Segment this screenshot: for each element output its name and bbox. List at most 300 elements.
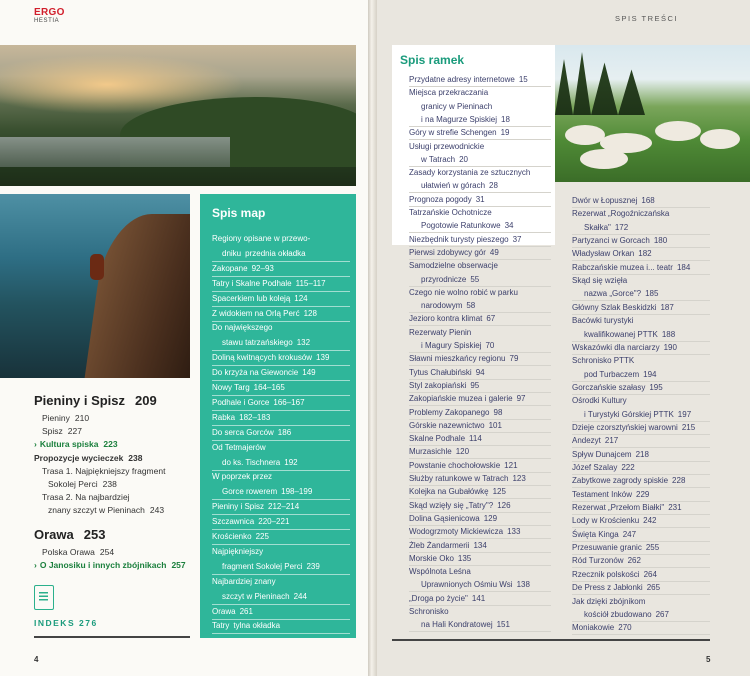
frame-separator bbox=[572, 634, 710, 635]
frame-separator bbox=[572, 554, 710, 555]
frame-list-item[interactable] bbox=[409, 567, 475, 576]
frame-item-page: 121 bbox=[504, 460, 518, 470]
frame-separator bbox=[409, 259, 551, 260]
frame-item-text: kwalifikowanej PTTK bbox=[584, 329, 658, 339]
frame-list-item[interactable] bbox=[409, 354, 518, 363]
frame-item-text: Jak dzięki zbójnikom bbox=[572, 596, 646, 606]
map-separator bbox=[212, 544, 350, 545]
map-list-item[interactable] bbox=[212, 532, 269, 541]
map-item-text: szczyt w Pieninach bbox=[222, 591, 290, 601]
frame-list-item[interactable] bbox=[421, 155, 468, 164]
frame-item-text: i na Magurze Spiskiej bbox=[421, 114, 498, 124]
bottom-rule-right bbox=[392, 639, 710, 641]
map-item-text: Do krzyża na Giewoncie bbox=[212, 368, 299, 378]
map-item-text: Gorce rowerem bbox=[222, 487, 278, 497]
map-list-item[interactable] bbox=[222, 249, 306, 258]
map-item-text: do ks. Tischnera bbox=[222, 457, 281, 467]
frame-list-item[interactable] bbox=[572, 503, 682, 512]
map-item-page: 164–165 bbox=[253, 383, 285, 392]
map-separator bbox=[212, 619, 350, 620]
frame-list-item[interactable] bbox=[409, 328, 475, 337]
frame-item-text: Pierwsi zdobywcy gór bbox=[409, 247, 486, 257]
frame-item-text: Skałka" bbox=[584, 222, 611, 232]
index-document-icon bbox=[34, 585, 54, 610]
frame-list-item[interactable] bbox=[409, 594, 485, 603]
frame-list-item[interactable] bbox=[421, 181, 498, 190]
frame-list-item[interactable] bbox=[409, 461, 518, 470]
toc-entry-page: 238 bbox=[102, 479, 117, 489]
map-separator bbox=[212, 529, 350, 530]
frame-list-item[interactable] bbox=[572, 583, 660, 592]
map-separator bbox=[212, 470, 350, 471]
toc-entry-text: Spisz bbox=[42, 426, 63, 437]
frame-list-item[interactable] bbox=[409, 607, 453, 616]
frame-separator bbox=[409, 126, 551, 127]
map-item-text: Podhale i Gorce bbox=[212, 397, 270, 407]
frame-item-page: 34 bbox=[504, 221, 514, 231]
frame-list-item[interactable] bbox=[409, 501, 511, 510]
frame-list-item[interactable] bbox=[572, 436, 618, 445]
frame-item-text: Rezerwaty Pienin bbox=[409, 327, 472, 337]
frame-separator bbox=[572, 207, 710, 208]
frame-item-page: 265 bbox=[646, 583, 661, 593]
frame-item-text: Partyzanci w Gorcach bbox=[572, 236, 650, 246]
frame-item-page: 123 bbox=[512, 474, 526, 483]
frame-separator bbox=[409, 591, 551, 592]
frame-list-item[interactable] bbox=[409, 447, 469, 456]
frame-separator bbox=[409, 166, 551, 167]
frame-separator bbox=[409, 192, 551, 193]
frame-separator bbox=[409, 405, 551, 406]
map-item-page: 128 bbox=[303, 308, 317, 318]
map-item-text: stawu tatrzańskiego bbox=[222, 338, 293, 348]
map-list-item[interactable] bbox=[212, 264, 274, 273]
frame-item-page: 18 bbox=[501, 114, 510, 124]
frame-list-item[interactable] bbox=[572, 543, 659, 552]
frame-list-item[interactable] bbox=[584, 410, 691, 419]
frame-item-text: nazwa „Gorce"? bbox=[584, 289, 642, 299]
map-item-page: 182–183 bbox=[239, 412, 271, 422]
frame-item-page: 215 bbox=[681, 422, 696, 432]
frame-separator bbox=[409, 472, 551, 473]
frame-list-item[interactable] bbox=[572, 570, 657, 579]
frame-separator bbox=[409, 232, 551, 233]
toc-entry[interactable] bbox=[42, 413, 89, 423]
map-list-item[interactable] bbox=[212, 443, 270, 452]
frame-item-text: Problemy Zakopanego bbox=[409, 407, 490, 417]
frame-item-page: 218 bbox=[635, 449, 649, 459]
frame-item-page: 190 bbox=[663, 342, 677, 352]
frame-separator bbox=[572, 447, 710, 448]
map-list-item[interactable] bbox=[212, 368, 316, 377]
frame-list-item[interactable] bbox=[409, 527, 520, 536]
frame-separator bbox=[409, 312, 551, 313]
frame-item-page: 79 bbox=[509, 354, 519, 364]
frame-list-item[interactable] bbox=[409, 314, 495, 323]
frame-list-item[interactable] bbox=[409, 554, 471, 563]
frame-list-item[interactable] bbox=[584, 223, 628, 232]
frame-list-item[interactable] bbox=[572, 623, 632, 632]
frame-list-item[interactable] bbox=[409, 261, 502, 270]
frame-item-page: 70 bbox=[485, 341, 495, 350]
frame-item-text: Moniakowie bbox=[572, 623, 615, 633]
map-list-item[interactable] bbox=[212, 607, 253, 616]
frame-list-item[interactable] bbox=[572, 516, 657, 525]
frame-item-text: i Turystyki Górskiej PTTK bbox=[584, 409, 674, 419]
frame-list-item[interactable] bbox=[409, 408, 502, 417]
frame-item-text: Tatrzańskie Ochotnicze bbox=[409, 208, 492, 217]
frame-list-title: Spis ramek bbox=[400, 53, 465, 67]
frame-item-page: 228 bbox=[672, 476, 686, 486]
map-list-item[interactable] bbox=[222, 487, 312, 496]
frame-item-text: Styl zakopiański bbox=[409, 380, 467, 390]
map-item-text: Rabka bbox=[212, 412, 236, 422]
frame-list-item[interactable] bbox=[572, 556, 641, 565]
map-list-item[interactable] bbox=[212, 428, 291, 437]
frame-item-text: Powstanie chochołowskie bbox=[409, 460, 501, 470]
frame-list-item[interactable] bbox=[572, 490, 649, 499]
frame-list-item[interactable] bbox=[572, 276, 631, 285]
map-item-text: Doliną kwitnących krokusów bbox=[212, 353, 313, 363]
map-list-item[interactable] bbox=[212, 279, 326, 288]
frame-separator bbox=[409, 485, 551, 486]
toc-entry-page: 223 bbox=[103, 439, 118, 450]
frame-list-item[interactable] bbox=[409, 88, 492, 97]
map-list-item[interactable] bbox=[212, 398, 305, 407]
map-list-item[interactable] bbox=[222, 592, 307, 601]
frame-item-page: 242 bbox=[643, 516, 657, 526]
map-item-page: 239 bbox=[306, 561, 320, 571]
map-separator bbox=[212, 291, 350, 292]
map-list-item[interactable] bbox=[212, 309, 317, 318]
frame-item-page: 15 bbox=[518, 75, 528, 84]
frame-list-item[interactable] bbox=[421, 275, 479, 284]
frame-item-page: 151 bbox=[496, 620, 510, 630]
map-item-text: Nowy Targ bbox=[212, 383, 250, 392]
frame-list-item[interactable] bbox=[572, 209, 673, 218]
toc-entry-text: Propozycje wycieczek bbox=[34, 452, 124, 463]
frame-list-item[interactable] bbox=[572, 263, 690, 272]
frame-list-item[interactable] bbox=[409, 128, 510, 137]
frame-item-page: 270 bbox=[618, 623, 632, 633]
arrow-icon: › bbox=[34, 560, 37, 571]
frame-list-item[interactable] bbox=[409, 394, 526, 403]
frame-list-item[interactable] bbox=[409, 288, 522, 297]
frame-list-item[interactable] bbox=[421, 102, 496, 111]
frame-item-page: 28 bbox=[489, 181, 498, 191]
toc-entry[interactable] bbox=[34, 439, 118, 449]
frame-item-text: Przydatne adresy internetowe bbox=[409, 75, 515, 84]
map-separator bbox=[212, 410, 350, 411]
frame-list-item[interactable] bbox=[572, 316, 637, 325]
frame-separator bbox=[572, 300, 710, 301]
frame-list-item[interactable] bbox=[572, 303, 674, 312]
frame-list-item[interactable] bbox=[409, 421, 502, 430]
frame-item-text: Dwór w Łopusznej bbox=[572, 196, 638, 205]
frame-separator bbox=[572, 260, 710, 261]
frame-item-text: Gorczańskie szałasy bbox=[572, 382, 646, 392]
map-list-item[interactable] bbox=[212, 234, 314, 243]
map-list-item[interactable] bbox=[222, 458, 298, 467]
frame-list-item[interactable] bbox=[421, 620, 510, 629]
frame-separator bbox=[409, 286, 551, 287]
frame-item-page: 120 bbox=[455, 447, 470, 457]
map-item-text: Do serca Gorców bbox=[212, 427, 274, 437]
map-item-text: Orawa bbox=[212, 606, 236, 616]
frame-item-text: w Tatrach bbox=[421, 154, 456, 164]
map-separator bbox=[212, 440, 350, 441]
frame-item-page: 101 bbox=[488, 420, 502, 430]
map-separator bbox=[212, 276, 350, 277]
frame-separator bbox=[572, 474, 710, 475]
map-item-text: Od Tetmajerów bbox=[212, 442, 266, 452]
map-separator bbox=[212, 574, 350, 575]
frame-item-page: 134 bbox=[473, 540, 487, 550]
frame-item-page: 255 bbox=[645, 543, 660, 553]
frame-list-item[interactable] bbox=[409, 195, 485, 204]
frame-list-item[interactable] bbox=[409, 168, 534, 177]
frame-item-page: 168 bbox=[641, 196, 655, 205]
frame-item-text: Schronisko PTTK bbox=[572, 356, 635, 366]
map-list-item[interactable] bbox=[212, 547, 267, 556]
frame-list-item[interactable] bbox=[572, 356, 638, 365]
toc-entry[interactable] bbox=[34, 560, 186, 570]
map-item-page: 244 bbox=[293, 591, 307, 601]
frame-separator bbox=[572, 621, 710, 622]
frame-separator bbox=[409, 419, 551, 420]
frame-item-text: Jezioro kontra klimat bbox=[409, 314, 483, 324]
frame-item-text: ułatwień w górach bbox=[421, 181, 486, 191]
frame-separator bbox=[409, 139, 551, 140]
frame-separator bbox=[572, 514, 710, 515]
map-list-item[interactable] bbox=[212, 294, 308, 303]
frame-item-text: narodowym bbox=[421, 301, 463, 311]
frame-list-item[interactable] bbox=[572, 476, 685, 485]
frame-item-text: Kolejka na Gubałówkę bbox=[409, 487, 489, 497]
frame-list-item[interactable] bbox=[421, 341, 494, 350]
toc-entry-page: 257 bbox=[171, 560, 186, 571]
section-title bbox=[34, 393, 157, 408]
map-list-item[interactable] bbox=[212, 323, 276, 332]
map-item-text: Szczawnica bbox=[212, 517, 255, 527]
frame-list-item[interactable] bbox=[572, 343, 677, 352]
frame-list-item[interactable] bbox=[409, 434, 482, 443]
left-page bbox=[0, 0, 370, 676]
map-list-item[interactable] bbox=[212, 472, 276, 481]
frame-list-item[interactable] bbox=[409, 514, 497, 523]
toc-entry[interactable] bbox=[42, 426, 82, 436]
frame-separator bbox=[572, 567, 710, 568]
toc-entry[interactable] bbox=[42, 492, 135, 502]
frame-list-item[interactable] bbox=[572, 450, 649, 459]
frame-item-text: „Droga po życie" bbox=[409, 593, 468, 603]
frame-list-item[interactable] bbox=[409, 142, 488, 151]
frame-item-text: Skąd wzięły się „Tatry"? bbox=[409, 500, 494, 510]
section-title-text: Orawa bbox=[34, 527, 74, 542]
frame-separator bbox=[409, 538, 551, 539]
map-separator bbox=[212, 395, 350, 396]
map-item-page: 225 bbox=[255, 532, 269, 541]
section-page-number: 209 bbox=[135, 393, 157, 408]
frame-separator bbox=[409, 392, 551, 393]
frame-list-item[interactable] bbox=[584, 370, 657, 379]
map-list-item[interactable] bbox=[212, 413, 270, 422]
map-separator bbox=[212, 365, 350, 366]
frame-item-text: De Press z Jabłonki bbox=[572, 583, 643, 593]
frame-list-item[interactable] bbox=[421, 221, 514, 230]
map-list-item[interactable] bbox=[212, 353, 329, 362]
frame-list-item[interactable] bbox=[409, 474, 526, 483]
toc-entry[interactable] bbox=[48, 479, 117, 489]
frame-list-item[interactable] bbox=[572, 423, 695, 432]
toc-entry-page: 254 bbox=[99, 547, 115, 557]
map-item-text: Spacerkiem lub koleją bbox=[212, 293, 291, 303]
frame-item-text: Zasady korzystania ze sztucznych bbox=[409, 168, 531, 178]
section-title-text: Pieniny i Spisz bbox=[34, 393, 126, 408]
frame-item-page: 58 bbox=[466, 301, 476, 311]
frame-separator bbox=[409, 365, 551, 366]
frame-item-page: 31 bbox=[475, 194, 485, 204]
frame-separator bbox=[572, 541, 710, 542]
toc-entry[interactable] bbox=[42, 547, 114, 557]
frame-item-text: Główny Szlak Beskidzki bbox=[572, 302, 657, 312]
toc-entry[interactable] bbox=[42, 466, 170, 476]
frame-list-item[interactable] bbox=[572, 597, 649, 606]
frame-list-item[interactable] bbox=[409, 75, 528, 84]
map-list-item[interactable] bbox=[212, 502, 299, 511]
frame-item-page: 125 bbox=[492, 487, 506, 497]
frame-item-page: 20 bbox=[459, 154, 468, 164]
map-item-page: 192 bbox=[284, 457, 298, 467]
frame-item-text: Rezerwat „Rogoźniczańska bbox=[572, 209, 670, 219]
index-entry: INDEKS 276 bbox=[34, 618, 98, 628]
frame-list-item[interactable] bbox=[572, 236, 667, 245]
frame-list-item[interactable] bbox=[572, 196, 655, 205]
frame-item-text: Zabytkowe zagrody spiskie bbox=[572, 476, 669, 486]
toc-entry-text: Polska Orawa bbox=[42, 547, 95, 557]
section-page-number: 253 bbox=[83, 527, 106, 542]
frame-list-item[interactable] bbox=[421, 301, 475, 310]
frame-list-item[interactable] bbox=[409, 541, 487, 550]
frame-separator bbox=[572, 527, 710, 528]
frame-list-item[interactable] bbox=[409, 487, 506, 496]
frame-list-item[interactable] bbox=[409, 248, 499, 257]
frame-item-text: Józef Szalay bbox=[572, 463, 618, 472]
frame-separator bbox=[572, 594, 710, 595]
frame-separator bbox=[409, 458, 551, 459]
frame-item-text: Ośrodki Kultury bbox=[572, 396, 627, 406]
frame-item-text: Schronisko bbox=[409, 607, 449, 616]
frame-item-page: 19 bbox=[500, 128, 510, 138]
frame-item-text: Sławni mieszkańcy regionu bbox=[409, 354, 506, 364]
frame-item-text: Skąd się wzięła bbox=[572, 276, 628, 286]
frame-item-text: Pogotowie Ratunkowe bbox=[421, 221, 501, 231]
toc-entry-text: Kultura spiska bbox=[39, 439, 99, 450]
map-item-page: 132 bbox=[296, 338, 311, 348]
frame-separator bbox=[572, 314, 710, 315]
map-list-item[interactable] bbox=[212, 517, 289, 526]
frame-item-page: 67 bbox=[486, 314, 496, 324]
frame-item-page: 138 bbox=[516, 580, 530, 590]
frame-item-page: 187 bbox=[660, 302, 674, 312]
photo-sheep-meadow bbox=[555, 45, 750, 182]
map-item-page: 139 bbox=[316, 353, 330, 363]
map-list-item[interactable] bbox=[212, 577, 280, 586]
frame-item-page: 98 bbox=[493, 407, 503, 417]
frame-item-page: 217 bbox=[604, 436, 619, 446]
frame-item-text: Dzieje czorsztyńskiej warowni bbox=[572, 422, 678, 432]
map-list-title: Spis map bbox=[212, 206, 266, 220]
frame-list-item[interactable] bbox=[409, 235, 522, 244]
frame-item-page: 188 bbox=[661, 329, 676, 339]
frame-item-text: Lody w Krościenku bbox=[572, 516, 640, 526]
frame-item-text: Miejsca przekraczania bbox=[409, 88, 489, 98]
map-item-page: przednia okładka bbox=[245, 248, 306, 258]
frame-item-page: 184 bbox=[676, 262, 691, 272]
toc-entry[interactable] bbox=[48, 505, 164, 515]
frame-list-item[interactable] bbox=[421, 580, 530, 589]
map-list-item[interactable] bbox=[222, 562, 320, 571]
frame-separator bbox=[572, 341, 710, 342]
frame-list-item[interactable] bbox=[584, 289, 658, 298]
frame-list-item[interactable] bbox=[572, 383, 663, 392]
frame-separator bbox=[409, 352, 551, 353]
map-item-text: Tatry bbox=[212, 621, 230, 631]
frame-separator bbox=[572, 394, 710, 395]
arrow-icon: › bbox=[34, 439, 37, 450]
frame-list-item[interactable] bbox=[572, 396, 631, 405]
map-separator bbox=[212, 306, 350, 307]
frame-item-page: 264 bbox=[643, 569, 657, 579]
toc-entry-text: Pieniny bbox=[42, 413, 70, 423]
frame-list-item[interactable] bbox=[584, 610, 669, 619]
frame-separator bbox=[409, 86, 551, 87]
frame-item-text: Murzasichle bbox=[409, 447, 452, 457]
frame-list-item[interactable] bbox=[409, 381, 479, 390]
page-number-left: 4 bbox=[34, 655, 39, 664]
frame-list-item[interactable] bbox=[572, 249, 652, 258]
map-separator bbox=[212, 425, 350, 426]
frame-item-text: Niezbędnik turysty pieszego bbox=[409, 234, 509, 244]
frame-list-item[interactable] bbox=[421, 115, 510, 124]
frame-item-text: Zakopiańskie muzea i galerie bbox=[409, 394, 513, 404]
frame-item-page: 182 bbox=[638, 249, 652, 259]
frame-item-text: Ród Turzonów bbox=[572, 556, 624, 566]
frame-item-text: Wspólnota Leśna bbox=[409, 567, 471, 577]
frame-item-text: Testament Inków bbox=[572, 489, 633, 499]
frame-separator bbox=[409, 206, 551, 207]
map-item-text: Regiony opisane w przewo- bbox=[212, 234, 311, 243]
frame-item-text: Dolina Gąsienicowa bbox=[409, 513, 480, 523]
frame-list-item[interactable] bbox=[572, 463, 635, 472]
frame-item-text: Przesuwanie granic bbox=[572, 543, 642, 553]
map-list-item[interactable] bbox=[222, 338, 310, 347]
map-list-item[interactable] bbox=[212, 383, 285, 392]
frame-separator bbox=[409, 525, 551, 526]
toc-entry[interactable] bbox=[34, 453, 142, 463]
frame-item-page: 195 bbox=[649, 382, 663, 392]
map-item-page: 115–117 bbox=[295, 278, 326, 288]
frame-list-item[interactable] bbox=[584, 330, 675, 339]
map-item-page: tylna okładka bbox=[233, 621, 281, 631]
frame-item-text: Uprawnionych Ośmiu Wsi bbox=[421, 580, 513, 590]
frame-separator bbox=[572, 247, 710, 248]
frame-item-text: pod Turbaczem bbox=[584, 369, 640, 379]
frame-list-item[interactable] bbox=[409, 368, 485, 377]
frame-list-item[interactable] bbox=[409, 208, 496, 217]
frame-list-item[interactable] bbox=[572, 530, 636, 539]
map-list-item[interactable] bbox=[212, 621, 280, 630]
